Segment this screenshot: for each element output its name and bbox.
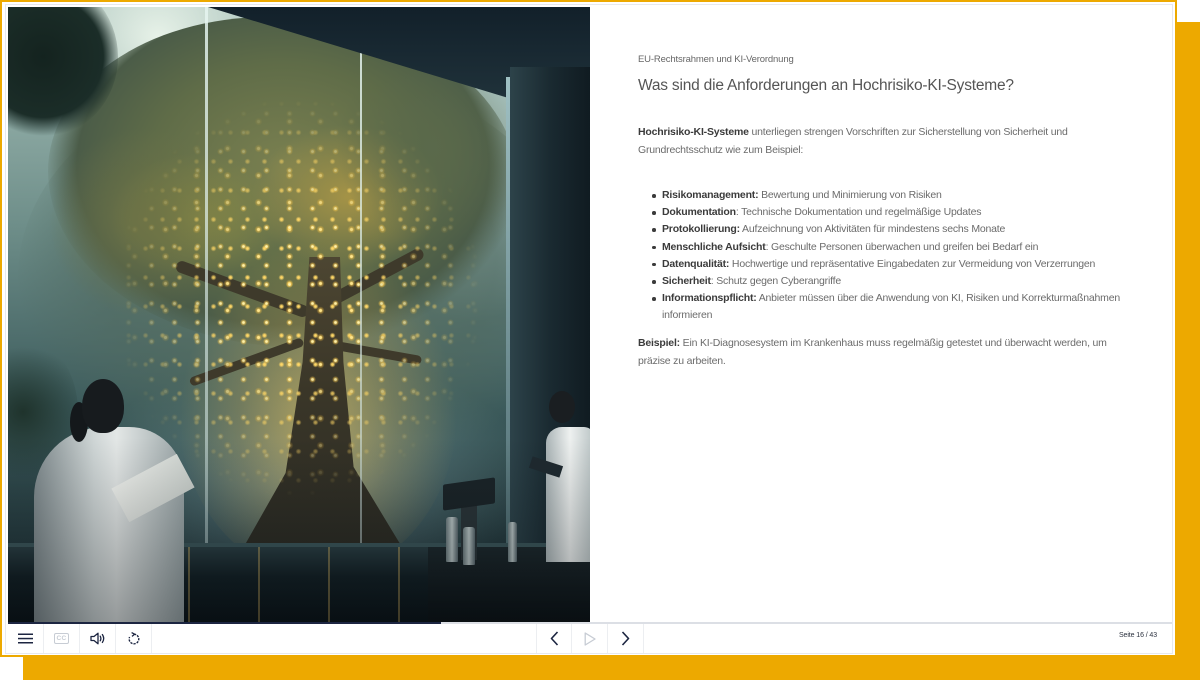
requirement-desc: Bewertung und Minimierung von Risiken <box>758 189 942 201</box>
requirement-term: Informationspflicht: <box>662 292 757 305</box>
next-slide-button[interactable] <box>608 624 644 653</box>
image-vignette <box>8 7 590 622</box>
hero-image <box>8 7 590 622</box>
requirement-desc: Aufzeichnung von Aktivitäten für mindestens sechs Monate <box>739 223 1006 236</box>
page-title: Was sind die Anforderungen an Hochrisiko-KI-Systeme? <box>638 77 1014 94</box>
previous-slide-button[interactable] <box>536 624 572 653</box>
menu-icon <box>18 633 33 644</box>
closed-captions-icon: CC <box>54 633 69 644</box>
list-item <box>638 273 1134 290</box>
intro-term: Hochrisiko-KI-Systeme <box>638 126 749 138</box>
play-button[interactable] <box>572 624 608 653</box>
replay-button[interactable] <box>116 624 152 653</box>
requirement-desc: : Technische Dokumentation und regelmäßige Updates <box>735 206 982 219</box>
list-item <box>638 290 1134 324</box>
replay-icon <box>127 632 141 646</box>
list-item <box>638 204 1134 221</box>
menu-button[interactable] <box>8 624 44 653</box>
chevron-left-icon <box>550 631 559 646</box>
breadcrumb: EU-Rechtsrahmen und KI-Verordnung <box>638 54 794 65</box>
list-item <box>638 256 1134 273</box>
requirement-desc: : Schutz gegen Cyberangriffe <box>710 275 841 288</box>
play-icon <box>584 632 596 646</box>
example-paragraph <box>638 335 1134 370</box>
requirement-desc: : Geschulte Personen überwachen und greifen bei Bedarf ein <box>765 240 1039 253</box>
requirement-term: Protokollierung: <box>662 223 740 236</box>
example-label: Beispiel: <box>638 337 680 349</box>
closed-captions-button[interactable] <box>44 624 80 653</box>
list-item <box>638 187 1134 204</box>
page-counter: Seite 16 / 43 <box>1118 632 1157 639</box>
speaker-icon <box>90 632 106 645</box>
chevron-right-icon <box>621 631 630 646</box>
requirement-term: Risikomanagement: <box>662 189 759 201</box>
requirement-term: Menschliche Aufsicht <box>662 240 766 253</box>
intro-paragraph <box>638 123 1134 159</box>
requirements-list <box>638 187 1134 325</box>
list-item <box>638 239 1134 256</box>
intro-text: unterliegen strengen Vorschriften zur Sicherstellung von Sicherheit und Grundrechtsschutz wie zum Beispiel: <box>638 126 1068 156</box>
requirement-term: Datenqualität: <box>662 257 730 270</box>
example-text: Ein KI-Diagnosesystem im Krankenhaus muss regelmäßig getestet und überwacht werden, um präzise zu arbeiten. <box>638 337 1107 367</box>
requirement-term: Sicherheit <box>662 275 711 288</box>
requirement-desc: Anbieter müssen über die Anwendung von KI, Risiken und Korrekturmaßnahmen informieren <box>662 292 1120 322</box>
list-item <box>638 221 1134 238</box>
requirement-term: Dokumentation <box>662 206 736 219</box>
requirement-desc: Hochwertige und repräsentative Eingabedaten zur Vermeidung von Verzerrungen <box>729 257 1096 270</box>
sound-button[interactable] <box>80 624 116 653</box>
